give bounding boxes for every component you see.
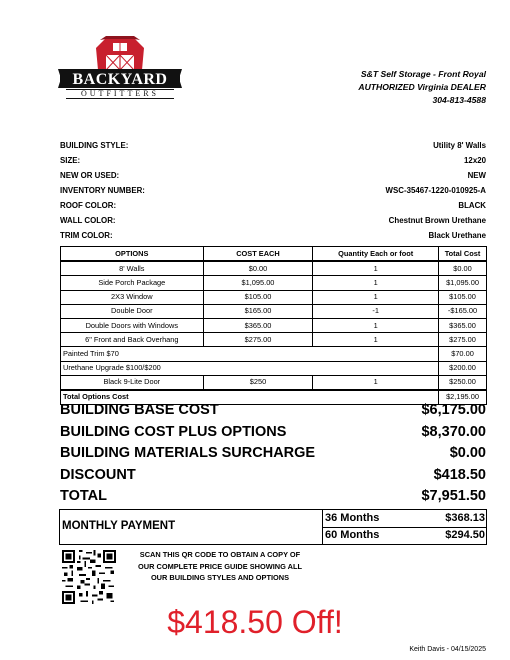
info-value: NEW xyxy=(467,171,486,180)
info-inventory-number xyxy=(60,186,486,201)
info-roof-color xyxy=(60,201,486,216)
info-label: BUILDING STYLE: xyxy=(60,141,129,150)
monthly-option-60 xyxy=(323,527,487,544)
option-name: 8' Walls xyxy=(61,261,204,276)
grand-total xyxy=(60,488,486,510)
monthly-payment-box xyxy=(59,509,487,545)
options-total-label: Total Options Cost xyxy=(61,390,439,405)
info-building-style xyxy=(60,141,486,156)
building-materials-surcharge xyxy=(60,445,486,467)
extra-option-name: Painted Trim $70 xyxy=(61,347,439,361)
options-table xyxy=(60,246,487,405)
option-quantity: -1 xyxy=(313,304,439,318)
table-row xyxy=(61,347,487,361)
info-size xyxy=(60,156,486,171)
option-name: 2X3 Window xyxy=(61,290,204,304)
option-total: $105.00 xyxy=(439,290,487,304)
option-cost: $105.00 xyxy=(203,290,313,304)
total-value: $0.00 xyxy=(449,445,486,461)
total-label: TOTAL xyxy=(60,488,107,504)
extra-option-name: Urethane Upgrade $100/$200 xyxy=(61,361,439,375)
monthly-amount: $294.50 xyxy=(445,529,485,541)
table-row xyxy=(61,333,487,347)
info-value: BLACK xyxy=(458,201,486,210)
option-name: Double Door xyxy=(61,304,204,318)
monthly-option-36 xyxy=(323,510,487,528)
monthly-term: 60 Months xyxy=(325,529,380,541)
option-total: $365.00 xyxy=(439,318,487,332)
monthly-payment-options xyxy=(322,510,487,544)
total-label: BUILDING MATERIALS SURCHARGE xyxy=(60,445,316,461)
total-value: $418.50 xyxy=(433,467,486,483)
column-header: COST EACH xyxy=(203,247,313,262)
dealer-name: S&T Self Storage - Front Royal xyxy=(360,69,486,79)
table-row xyxy=(61,304,487,318)
info-value: Black Urethane xyxy=(428,231,486,240)
table-row xyxy=(61,361,487,375)
total-label: BUILDING BASE COST xyxy=(60,402,219,418)
discount-promo: $418.50 Off! xyxy=(167,604,343,640)
total-value: $8,370.00 xyxy=(421,424,486,440)
table-row xyxy=(61,318,487,332)
column-header: Total Cost xyxy=(439,247,487,262)
dealer-authorization: AUTHORIZED Virginia DEALER xyxy=(358,82,486,92)
info-value: Chestnut Brown Urethane xyxy=(388,216,486,225)
info-value: 12x20 xyxy=(464,156,486,165)
monthly-payment-label: MONTHLY PAYMENT xyxy=(62,520,176,532)
building-cost-plus-options xyxy=(60,424,486,446)
info-label: NEW OR USED: xyxy=(60,171,120,180)
qr-instructions-line: SCAN THIS QR CODE TO OBTAIN A COPY OF xyxy=(139,550,301,559)
table-row xyxy=(61,276,487,290)
signature-line: Keith Davis - 04/15/2025 xyxy=(409,646,486,653)
info-label: INVENTORY NUMBER: xyxy=(60,186,145,195)
extra-option-total: $70.00 xyxy=(439,347,487,361)
table-row xyxy=(61,375,487,390)
table-row xyxy=(61,290,487,304)
option-cost: $1,095.00 xyxy=(203,276,313,290)
info-label: ROOF COLOR: xyxy=(60,201,117,210)
qr-instructions xyxy=(126,549,314,584)
option-total: $275.00 xyxy=(439,333,487,347)
column-header: OPTIONS xyxy=(61,247,204,262)
building-base-cost xyxy=(60,402,486,424)
option-total: $0.00 xyxy=(439,261,487,276)
info-label: TRIM COLOR: xyxy=(60,231,113,240)
column-header: Quantity Each or foot xyxy=(313,247,439,262)
info-label: WALL COLOR: xyxy=(60,216,116,225)
option-name: Black 9-Lite Door xyxy=(61,375,204,390)
extra-option-total: $200.00 xyxy=(439,361,487,375)
option-total: -$165.00 xyxy=(439,304,487,318)
option-quantity: 1 xyxy=(313,290,439,304)
option-name: Double Doors with Windows xyxy=(61,318,204,332)
option-total: $1,095.00 xyxy=(439,276,487,290)
total-value: $7,951.50 xyxy=(421,488,486,504)
option-quantity: 1 xyxy=(313,375,439,390)
option-name: 6" Front and Back Overhang xyxy=(61,333,204,347)
discount xyxy=(60,467,486,489)
dealer-phone: 304-813-4588 xyxy=(432,95,486,105)
qr-instructions-line: OUR COMPLETE PRICE GUIDE SHOWING ALL xyxy=(138,561,302,571)
option-quantity: 1 xyxy=(313,261,439,276)
options-total-value: $2,195.00 xyxy=(439,390,487,405)
info-label: SIZE: xyxy=(60,156,81,165)
qr-instructions-line: OUR BUILDING STYLES AND OPTIONS xyxy=(150,573,290,582)
info-new-or-used xyxy=(60,171,486,186)
total-value: $6,175.00 xyxy=(421,402,486,418)
option-cost: $250 xyxy=(203,375,313,390)
option-quantity: 1 xyxy=(313,276,439,290)
option-cost: $165.00 xyxy=(203,304,313,318)
option-name: Side Porch Package xyxy=(61,276,204,290)
logo-wordmark: BACKYARD xyxy=(72,71,168,88)
info-value: Utility 8' Walls xyxy=(433,141,486,150)
option-cost: $0.00 xyxy=(203,261,313,276)
option-total: $250.00 xyxy=(439,375,487,390)
info-value: WSC-35467-1220-010925-A xyxy=(385,186,486,195)
monthly-amount: $368.13 xyxy=(445,512,485,524)
total-label: DISCOUNT xyxy=(60,467,136,483)
option-cost: $365.00 xyxy=(203,318,313,332)
info-wall-color xyxy=(60,216,486,231)
monthly-term: 36 Months xyxy=(325,512,380,524)
logo-subtitle: OUTFITTERS xyxy=(81,89,159,98)
options-header-row xyxy=(61,247,487,262)
qr-code-icon[interactable] xyxy=(62,550,116,604)
option-quantity: 1 xyxy=(313,333,439,347)
option-quantity: 1 xyxy=(313,318,439,332)
info-trim-color xyxy=(60,231,486,246)
table-row xyxy=(61,261,487,276)
total-label: BUILDING COST PLUS OPTIONS xyxy=(60,424,287,440)
option-cost: $275.00 xyxy=(203,333,313,347)
